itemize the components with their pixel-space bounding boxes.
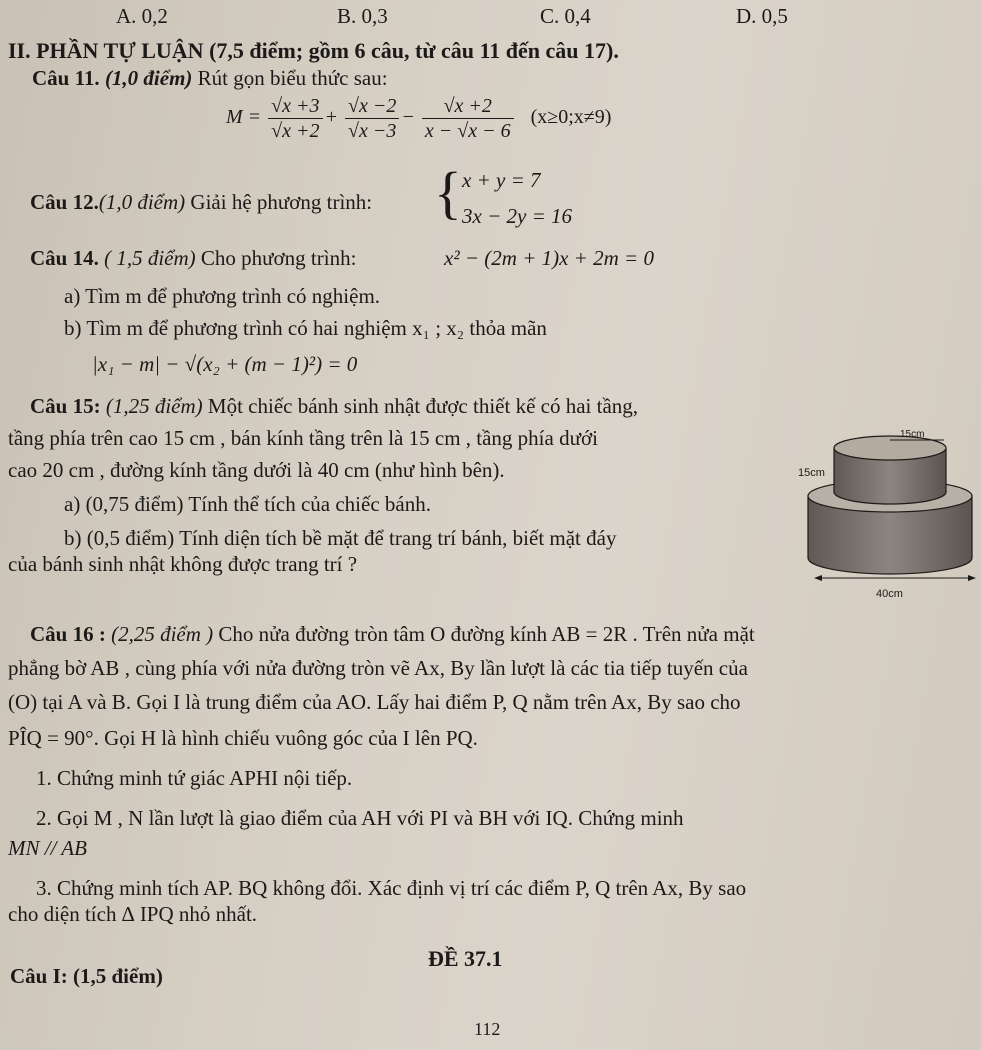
q16-heading: Câu 16 : (2,25 điểm ) Cho nửa đường tròn tâm O đường kính AB = 2R . Trên nửa mặt <box>30 622 755 646</box>
option-b: B. 0,3 <box>337 4 388 28</box>
q14-part-a: a) Tìm m để phương trình có nghiệm. <box>64 284 381 308</box>
cake-figure <box>796 418 978 604</box>
q12-heading: Câu 12.(1,0 điểm) Giải hệ phương trình: <box>30 190 373 214</box>
q16-line3: (O) tại A và B. Gọi I là trung điểm của AO. Lấy hai điểm P, Q nằm trên Ax, By sao cho <box>8 690 741 714</box>
question-I-heading: Câu I: (1,5 điểm) <box>10 964 163 988</box>
page-number: 112 <box>474 1019 501 1039</box>
exam-title: ĐỀ 37.1 <box>428 946 503 971</box>
q15-part-b: b) (0,5 điểm) Tính diện tích bề mặt để trang trí bánh, biết mặt đáy <box>64 526 617 550</box>
q16-line2: phẳng bờ AB , cùng phía với nửa đường tròn vẽ Ax, By lần lượt là các tia tiếp tuyến của <box>8 656 748 680</box>
section-title: II. PHẦN TỰ LUẬN (7,5 điểm; gồm 6 câu, từ câu 11 đến câu 17). <box>8 38 619 63</box>
q15-line3: cao 20 cm , đường kính tầng dưới là 40 cm (như hình bên). <box>8 458 505 482</box>
option-a: A. 0,2 <box>116 4 168 28</box>
option-c: C. 0,4 <box>540 4 591 28</box>
q16-part-2-cont: MN // AB <box>8 836 87 860</box>
q14-condition: |x₁ − m| − √(x₂ + (m − 1)²) = 0 <box>92 352 358 376</box>
q16-part-2: 2. Gọi M , N lần lượt là giao điểm của AH với PI và BH với IQ. Chứng minh <box>36 806 684 830</box>
bottom-diameter-label: 40cm <box>876 588 903 600</box>
system-brace: { <box>434 160 462 225</box>
q16-line4: PÎQ = 90°. Gọi H là hình chiếu vuông góc của I lên PQ. <box>8 726 478 750</box>
q14-equation: x² − (2m + 1)x + 2m = 0 <box>444 246 654 270</box>
top-radius-label: 15cm <box>900 429 925 440</box>
q14-heading: Câu 14. ( 1,5 điểm) Cho phương trình: <box>30 246 357 270</box>
q16-part-3: 3. Chứng minh tích AP. BQ không đổi. Xác định vị trí các điểm P, Q trên Ax, By sao <box>36 876 747 900</box>
q16-part-3-cont: cho diện tích ∆ IPQ nhỏ nhất. <box>8 902 258 926</box>
q15-heading: Câu 15: (1,25 điểm) Một chiếc bánh sinh nhật được thiết kế có hai tầng, <box>30 394 639 418</box>
q12-eq1: x + y = 7 <box>462 168 541 192</box>
q11-heading: Câu 11. (1,0 điểm) Rút gọn biểu thức sau: <box>32 66 388 90</box>
arrow-head-right <box>968 575 976 581</box>
q11-expression: M = $\frac{√x +3}{√x +2}$ + $\frac{√x -2}{√x -3}$ − $\frac{√x +2}{x - √x - 6}$ (x≥0;x≠9) <box>226 95 612 142</box>
q15-part-b-cont: của bánh sinh nhật không được trang trí ? <box>8 552 358 576</box>
top-height-label: 15cm <box>798 467 825 479</box>
option-d: D. 0,5 <box>736 4 788 28</box>
q16-part-1: 1. Chứng minh tứ giác APHI nội tiếp. <box>36 766 353 790</box>
q15-line2: tầng phía trên cao 15 cm , bán kính tầng trên là 15 cm , tầng phía dưới <box>8 426 598 450</box>
q12-eq2: 3x − 2y = 16 <box>462 204 572 228</box>
arrow-head-left <box>814 575 822 581</box>
q15-part-a: a) (0,75 điểm) Tính thể tích của chiếc bánh. <box>64 492 431 516</box>
q14-part-b: b) Tìm m để phương trình có hai nghiệm x₁ ; x₂ thỏa mãn <box>64 316 547 340</box>
